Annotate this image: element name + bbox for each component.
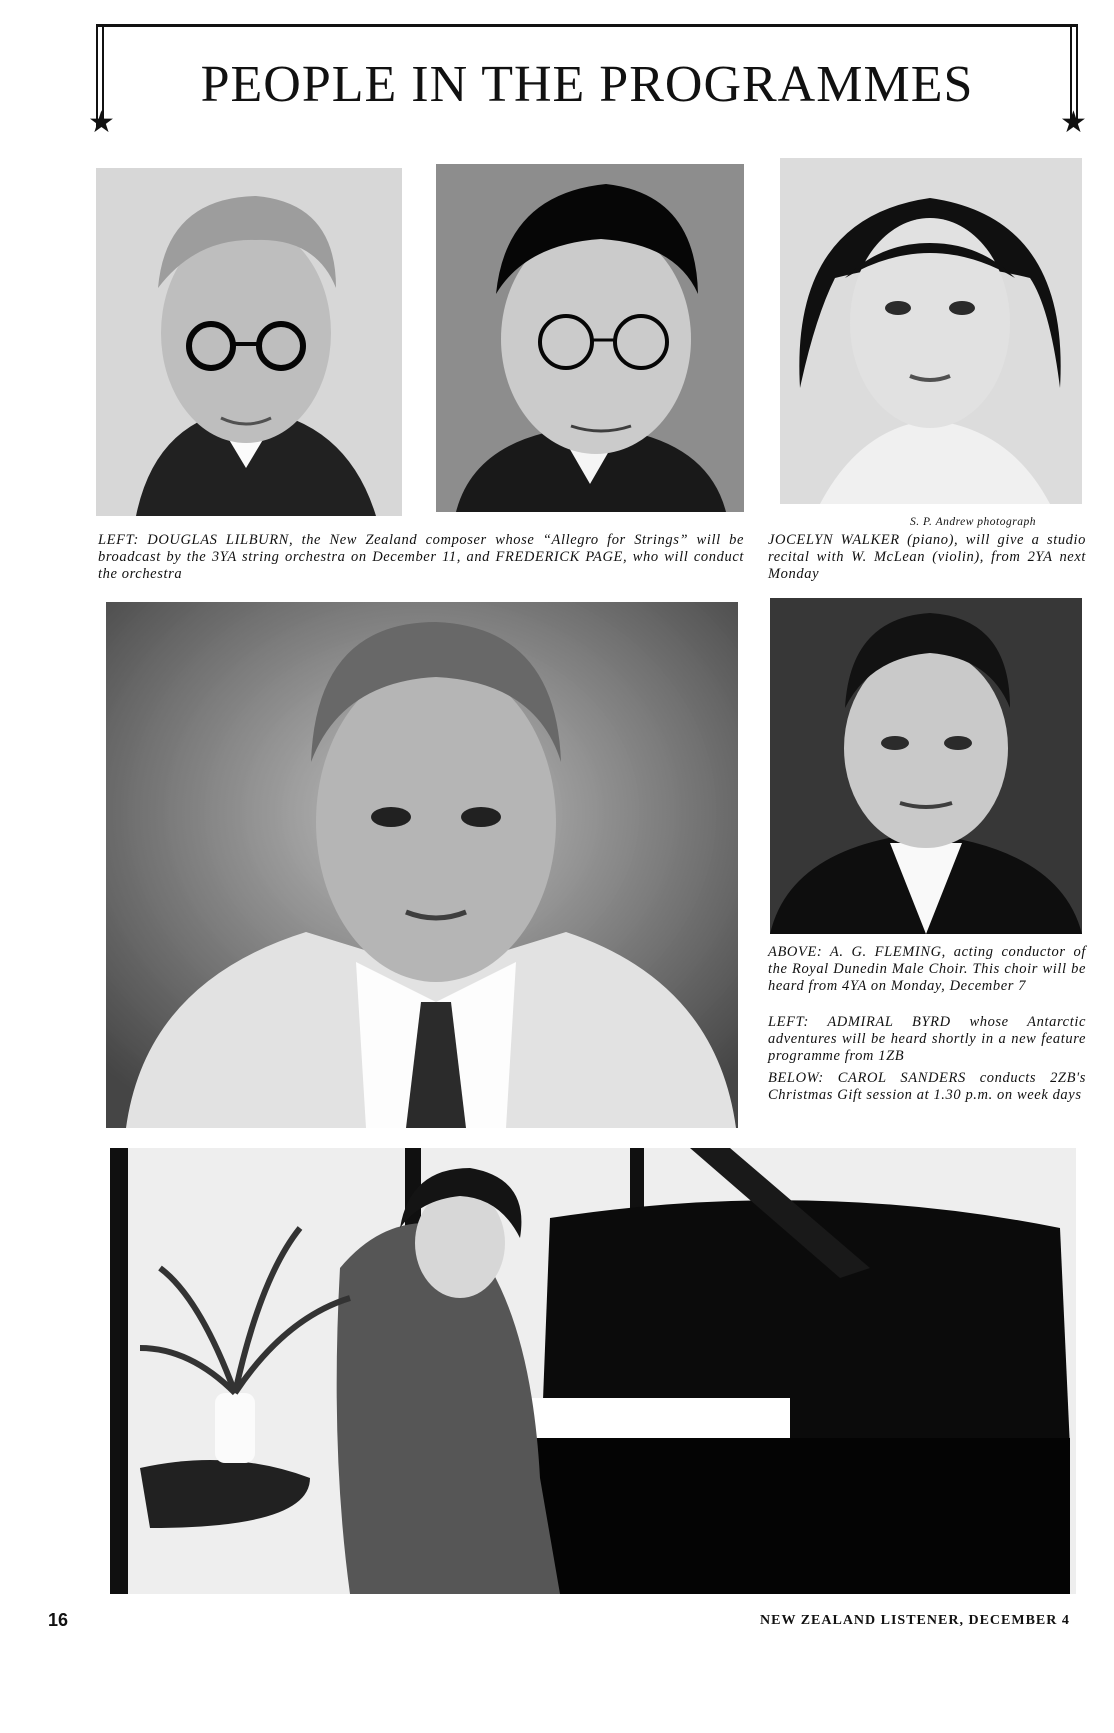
photo-douglas-lilburn [96,168,402,516]
caption-sanders: BELOW: CAROL SANDERS conducts 2ZB's Christmas Gift session at 1.30 p.m. on week days [768,1070,1086,1103]
photo-admiral-byrd [106,602,738,1128]
star-icon-left: ★ [88,106,115,139]
photo-carol-sanders-piano [110,1148,1076,1594]
caption-byrd: LEFT: ADMIRAL BYRD whose Antarctic adventures will be heard shortly in a new feature programme from 1ZB [768,1014,1086,1064]
photo-credit: S. P. Andrew photograph [910,516,1036,528]
page-banner [96,24,1078,135]
page-number: 16 [48,1610,69,1630]
star-icon-right: ★ [1060,106,1087,139]
caption-lilburn-page: LEFT: DOUGLAS LILBURN, the New Zealand composer whose “Allegro for Strings” will be broadcast by the 3YA string orchestra on December 11, and FREDERICK PAGE, who will conduct the orchestra [98,532,744,582]
photo-jocelyn-walker [780,158,1082,504]
photo-frederick-page [436,164,744,512]
publication-footer: NEW ZEALAND LISTENER, DECEMBER 4 [760,1613,1070,1628]
caption-fleming: ABOVE: A. G. FLEMING, acting conductor of the Royal Dunedin Male Choir. This choir will be heard from 4YA on Monday, December 7 [768,944,1086,994]
caption-walker: JOCELYN WALKER (piano), will give a studio recital with W. McLean (violin), from 2YA next Monday [768,532,1086,582]
photo-ag-fleming [770,598,1082,934]
page-title: PEOPLE IN THE PROGRAMMES [200,56,974,113]
